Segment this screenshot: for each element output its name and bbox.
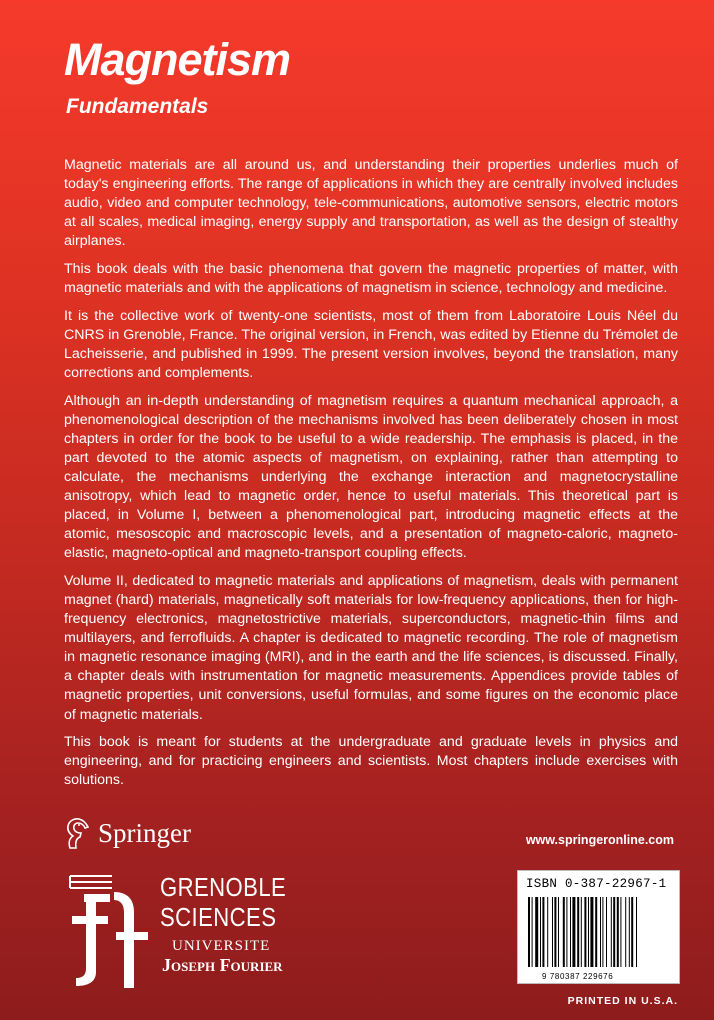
barcode-bar xyxy=(563,897,565,967)
barcode-bar xyxy=(547,897,548,967)
website-link[interactable]: www.springeronline.com xyxy=(525,833,674,847)
barcode-bar xyxy=(617,897,619,967)
blurb-paragraph: Volume II, dedicated to magnetic materials and applications of magnetism, deals with permanent magnet (hard) materials, magnetically soft materials for low-frequency applications, then for high-frequency electronics, magnetostrictive materials, superconductors, magnetic-thin films and multilayers, and ferrofluids. A chapter is dedicated to magnetic recording. The role of magnetism in magnetic resonance imaging (MRI), and in the earth and the life sciences, is discussed. Finally, a chapter deals with instrumentation for magnetic measurements. Appendices provide tables of magnetic properties, unit conversions, useful formulas, and some figures on the economic place of magnetic materials. xyxy=(64,572,678,723)
barcode-number: 9 780387 229676 xyxy=(542,972,614,981)
springer-logo xyxy=(62,816,191,850)
springer-horse-icon xyxy=(62,816,92,850)
barcode-bar xyxy=(625,897,626,967)
barcode-bar xyxy=(606,897,607,967)
barcode-bar xyxy=(552,897,553,967)
grenoble-line: GRENOBLE xyxy=(160,872,287,902)
barcode-bar xyxy=(581,897,582,967)
blurb-paragraph: Magnetic materials are all around us, and understanding their properties underlies much of today's engineering efforts. The range of applications in which they are centrally involved includes audio, video and computer technology, tele-communications, automotive sensors, electric motors at all scales, medical imaging, energy supply and transportation, as well as the design of stealthy airplanes. xyxy=(64,157,678,250)
springer-wordmark: Springer xyxy=(98,817,191,848)
blurb-paragraph: Although an in-depth understanding of magnetism requires a quantum mechanical approach, a phenomenological description of the mechanisms involved has been deliberately chosen in most chapters in order for the book to be useful to a wide readership. The emphasis is placed, in the part devoted to the atomic aspects of magnetism, on explaining, rather than attempting to calculate, the mechanisms underlying the exchange interaction and magnetocrystalline anisotropy, which lead to magnetic order, hence to useful materials. This theoretical part is placed, in Volume I, between a phenomenological part, introducing magnetic effects at the atomic, mesoscopic and macroscopic levels, and a presentation of magneto-caloric, magneto-elastic, magneto-optical and magneto-transport coupling effects. xyxy=(64,392,678,562)
barcode-bar xyxy=(566,897,567,967)
barcode-bar xyxy=(636,897,637,967)
barcode-bar xyxy=(558,897,559,967)
barcode-bar xyxy=(620,897,621,967)
barcode-bar xyxy=(532,897,533,967)
barcode-bar xyxy=(602,897,603,967)
barcode-icon xyxy=(528,897,669,967)
barcode-bar xyxy=(613,897,615,967)
barcode-bar xyxy=(588,897,589,967)
barcode-bar xyxy=(590,897,593,967)
barcode-bar xyxy=(595,897,597,967)
universite-line: UNIVERSITE xyxy=(172,938,271,954)
blurb-paragraph: It is the collective work of twenty-one scientists, most of them from Laboratoire Louis Néel du CNRS in Grenoble, France. The original version, in French, was edited by Etienne du Trémolet de Lacheisserie, and published in 1999. The present version involves, beyond the translation, many corrections and complements. xyxy=(64,307,678,381)
barcode-bar xyxy=(611,897,612,967)
barcode-bar xyxy=(629,897,630,967)
blurb-paragraph: This book is meant for students at the undergraduate and graduate levels in physics and engineering, and for practicing engineers and scientists. Most chapters include exercises with solutions. xyxy=(64,734,678,789)
printed-in-label: PRINTED IN U.S.A. xyxy=(567,995,678,1007)
barcode-panel xyxy=(517,870,680,984)
barcode-bar xyxy=(540,897,541,967)
barcode-bar xyxy=(631,897,633,967)
barcode-bar xyxy=(600,897,601,967)
barcode-bar xyxy=(535,897,538,967)
barcode-bar xyxy=(528,897,530,967)
isbn-label: ISBN 0-387-22967-1 xyxy=(526,877,667,891)
blurb-paragraph: This book deals with the basic phenomena that govern the magnetic properties of matter, with magnetic materials and with the applications of magnetism in science, technology and medicine. xyxy=(64,260,678,297)
grenoble-sciences-logo xyxy=(62,872,302,990)
barcode-bar xyxy=(572,897,575,967)
book-subtitle: Fundamentals xyxy=(66,95,209,118)
barcode-bar xyxy=(577,897,579,967)
barcode-bar xyxy=(542,897,544,967)
blurb-text xyxy=(64,156,678,799)
sciences-line: SCIENCES xyxy=(160,902,277,932)
barcode-bar xyxy=(554,897,556,967)
barcode-bar xyxy=(584,897,586,967)
grenoble-emblem-icon xyxy=(62,872,154,990)
joseph-fourier-line: Joseph Fourier xyxy=(162,955,283,975)
barcode-bar xyxy=(570,897,571,967)
book-title: Magnetism xyxy=(64,34,291,85)
